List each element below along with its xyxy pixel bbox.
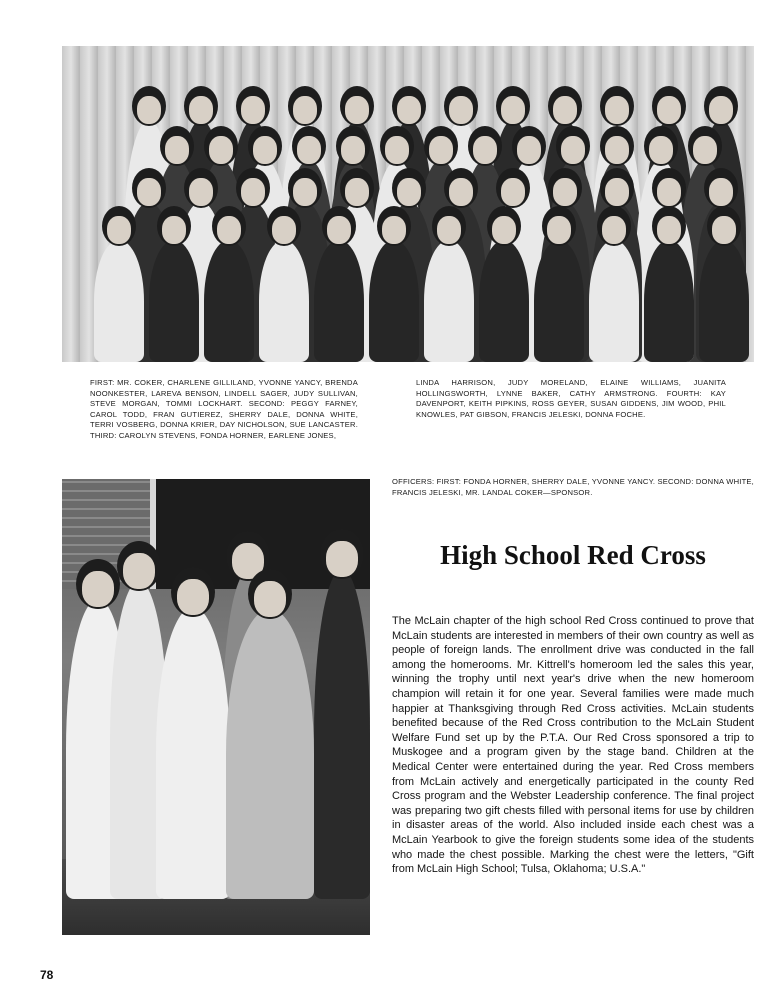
person-face [429,136,453,164]
officer-figure [226,609,314,899]
person-face [165,136,189,164]
officer-face [254,581,286,617]
person-face [712,216,736,244]
person-face [449,178,473,206]
person-face [137,96,161,124]
person-face [345,96,369,124]
person-face [217,216,241,244]
person-face [561,136,585,164]
person-figure [259,240,309,362]
person-face [397,178,421,206]
group-caption-right: LINDA HARRISON, JUDY MORELAND, ELAINE WILLIAMS, JUANITA HOLLINGSWORTH, LYNNE BAKER, CATHY ARMSTRONG. FOURTH: KAY DAVENPORT, KEITH PIPKINS, ROSS GEYER, SUSAN GIDDENS, JIM WOOD, PHIL KNOWLES, PAT GIBSON, FRANCIS JELESKI, DONNA FOCHE. [416,378,726,419]
page-number: 78 [40,968,54,982]
person-face [602,216,626,244]
person-face [449,96,473,124]
group-caption-left: FIRST: MR. COKER, CHARLENE GILLILAND, YVONNE YANCY, BRENDA NOONKESTER, LAREVA BENSON, LINDELL SAGER, JUDY SULLIVAN, STEVE MORGAN, TOMMI LOCKHART. SECOND: PEGGY FARNEY, CAROL TODD, FRAN GUTIEREZ, SHERRY DALE, DONNA WHITE, TERRI VOSBERG, DONNA KRIER, DAY NICHOLSON, SUE LANCASTER. THIRD: CAROLYN STEVENS, FONDA HORNER, EARLENE JONES, [90,378,358,440]
person-face [397,96,421,124]
person-face [553,96,577,124]
person-face [189,96,213,124]
person-face [382,216,406,244]
person-face [605,178,629,206]
person-face [327,216,351,244]
person-face [517,136,541,164]
person-figure [314,240,364,362]
person-face [649,136,673,164]
officers-photo [62,479,370,935]
page-title: High School Red Cross [440,540,706,570]
person-face [293,178,317,206]
person-face [272,216,296,244]
person-face [241,96,265,124]
person-figure [369,240,419,362]
person-figure [149,240,199,362]
person-face [107,216,131,244]
person-face [709,178,733,206]
officers-caption: OFFICERS: FIRST: FONDA HORNER, SHERRY DALE, YVONNE YANCY. SECOND: DONNA WHITE, FRANCIS JELESKI, MR. LANDAL COKER—SPONSOR. [392,477,754,497]
officer-figure [314,569,370,899]
officer-face [82,571,114,607]
person-face [501,96,525,124]
officer-face [326,541,358,577]
person-figure [94,240,144,362]
officer-face [123,553,155,589]
person-face [385,136,409,164]
officer-face [177,579,209,615]
article-body: The McLain chapter of the high school Red Cross continued to prove that McLain students are interested in members of their own country as well as people of foreign lands. The enrollment drive was conducted in the fall among the homerooms. Mr. Kittrell's homeroom led the sales this year, winning the trophy until next year's drive when the new homeroom champion will retain it for one year. Several families were made much happier at Thanksgiving through Red Cross activities. McLain students benefited because of the Red Cross contribution to the McLain Student Welfare Fund set up by the P.T.A. Our Red Cross sponsored a trip to Muskogee and a program given by the stage band. Children at the Medical Center were entertained during the year. Red Cross members from McLain actively and energetically participated in the county Red Cross program and the Webster Leadership conference. The final project was preparing two gift chests filled with personal items for use by children in disaster areas of the world. Also included inside each chest was a McLain Yearbook to give the foreign students some idea of the students who made the chest possible. Marking the chest were the letters, "Gift from McLain High School; Tulsa, Oklahoma; U.S.A." [392,615,754,876]
person-face [657,96,681,124]
person-figure [534,240,584,362]
person-face [341,136,365,164]
person-figure [204,240,254,362]
person-face [553,178,577,206]
person-face [547,216,571,244]
officer-figure [156,607,230,899]
person-face [693,136,717,164]
person-face [437,216,461,244]
person-face [189,178,213,206]
group-photo [62,46,754,362]
person-face [492,216,516,244]
person-face [473,136,497,164]
person-face [137,178,161,206]
person-figure [479,240,529,362]
person-figure [644,240,694,362]
person-face [253,136,277,164]
person-face [605,136,629,164]
person-face [605,96,629,124]
person-face [345,178,369,206]
person-figure [589,240,639,362]
person-figure [424,240,474,362]
person-face [241,178,265,206]
person-face [297,136,321,164]
person-face [162,216,186,244]
person-face [657,178,681,206]
person-face [657,216,681,244]
person-face [709,96,733,124]
person-face [501,178,525,206]
person-face [293,96,317,124]
person-face [209,136,233,164]
person-figure [699,240,749,362]
